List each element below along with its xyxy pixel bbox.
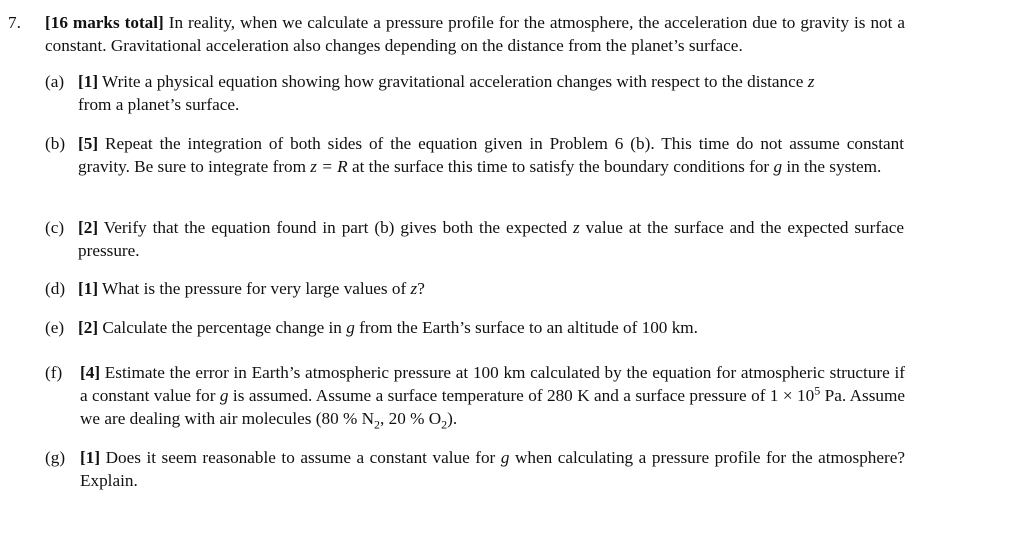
part-text: Calculate the percentage change in [102,318,347,337]
part-text: ). [447,409,458,428]
part-text: , 20 % O [380,409,442,428]
part-body [78,70,904,116]
problem-number: 7. [8,13,21,32]
part-text: What is the pressure for very large values of [102,279,411,298]
problem-intro-text: In reality, when we calculate a pressure profile for the atmosphere, the acceleration due to gravity is not a constant. Gravitational acceleration also changes depending on the distance from the planet’s surface. [45,13,905,55]
math-g: g [773,157,783,176]
part-label: (e) [45,318,65,337]
exponent: 5 [814,383,821,398]
part-marks: [1] [80,448,101,467]
part-text: Estimate the error in Earth’s atmospheric pressure at 100 km calculated by the equation for atmospheric structure if a constant value for [80,363,906,405]
math-z: z [410,279,418,298]
math-z-eq-r: z = R [310,157,348,176]
part-body [80,446,905,492]
subscript: 2 [441,417,448,432]
math-g: g [219,386,229,405]
part-label: (b) [45,134,66,153]
math-g: g [500,448,510,467]
part-text: value at the surface and the expected surface pressure. [78,218,904,260]
part-marks: [5] [78,134,99,153]
part-text: Pa. Assume we are dealing with air molecules (80 % N [80,386,905,428]
part-label: (a) [45,72,65,91]
part-text: Repeat the integration of both sides of the equation given in Problem 6 (b). This time do not assume constant gravity. Be sure to integrate from [78,134,905,176]
math-z: z [807,72,815,91]
part-text: from a planet’s surface. [78,95,240,114]
math-z: z [573,218,580,237]
subscript: 2 [374,417,380,432]
part-text: at the surface this time to satisfy the boundary conditions for [347,157,774,176]
part-text: is assumed. Assume a surface temperature of 280 K and a surface pressure of 1 × 10 [228,386,815,405]
part-text: in the system. [782,157,882,176]
part-text: Does it seem reasonable to assume a constant value for [105,448,501,467]
part-label: (f) [45,363,63,382]
part-text: from the Earth’s surface to an altitude of 100 km. [354,318,698,337]
part-marks: [4] [80,363,101,382]
part-marks: [1] [78,72,99,91]
problem-marks: [16 marks total] [45,13,164,32]
part-text: Write a physical equation showing how gravitational acceleration changes with respect to the distance [102,72,808,91]
part-label: (d) [45,279,66,298]
part-text: ? [417,279,425,298]
part-body [78,316,904,339]
part-text: when calculating a pressure profile for the atmosphere? Explain. [80,448,905,490]
problem-intro [45,11,905,57]
part-body [80,361,905,430]
part-marks: [2] [78,218,99,237]
part-body [78,277,904,300]
part-body [78,216,904,262]
part-body [78,132,904,178]
part-label: (c) [45,218,65,237]
part-marks: [1] [78,279,99,298]
part-label: (g) [45,448,66,467]
part-marks: [2] [78,318,99,337]
part-text: Verify that the equation found in part (b) gives both the expected [103,218,574,237]
math-g: g [346,318,355,337]
